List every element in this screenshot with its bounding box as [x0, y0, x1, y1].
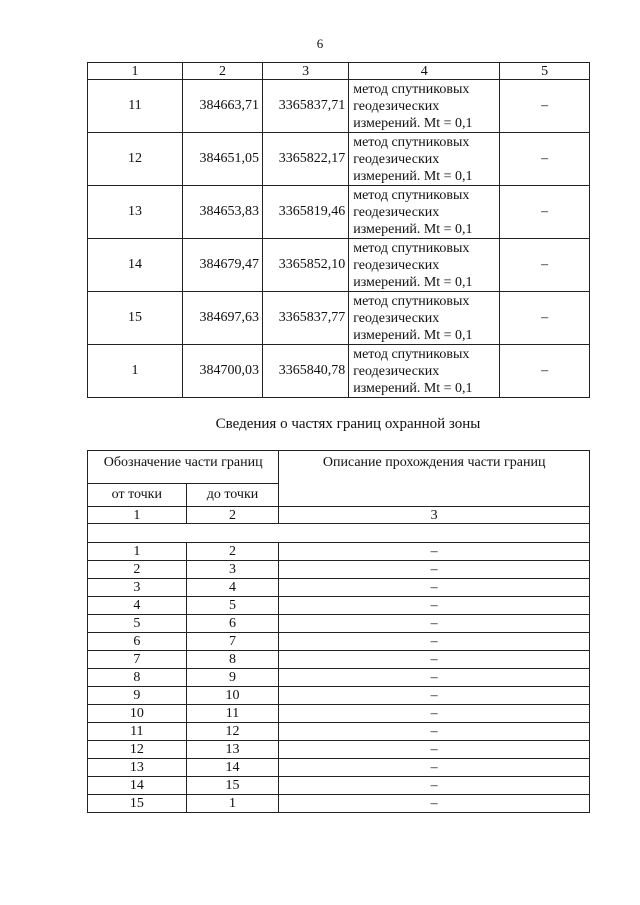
method-line: метод спутниковых — [353, 240, 470, 256]
table-header-row — [88, 63, 590, 80]
x-coordinate-cell: 384700,03 — [182, 345, 262, 398]
method-line: геодезических — [353, 363, 440, 379]
table-row — [88, 687, 590, 705]
table-row — [88, 633, 590, 651]
method-line: геодезических — [353, 151, 440, 167]
to-point-cell: 4 — [186, 579, 279, 597]
table-header-row — [88, 451, 590, 484]
method-line: измерений. Mt = 0,1 — [353, 380, 473, 396]
method-cell — [349, 80, 500, 133]
from-point-cell: 4 — [88, 597, 187, 615]
y-coordinate-cell: 3365837,77 — [263, 292, 349, 345]
to-point-cell: 2 — [186, 543, 279, 561]
table-row — [88, 292, 590, 345]
table-row — [88, 741, 590, 759]
description-cell: – — [279, 705, 590, 723]
from-point-cell: 3 — [88, 579, 187, 597]
table-row — [88, 615, 590, 633]
method-line: измерений. Mt = 0,1 — [353, 221, 473, 237]
table-row — [88, 777, 590, 795]
to-point-cell: 15 — [186, 777, 279, 795]
point-number-cell: 14 — [88, 239, 183, 292]
table-row — [88, 795, 590, 813]
point-number-cell: 15 — [88, 292, 183, 345]
note-cell: – — [500, 239, 590, 292]
description-cell: – — [279, 687, 590, 705]
method-line: измерений. Mt = 0,1 — [353, 327, 473, 343]
from-point-cell: 8 — [88, 669, 187, 687]
method-line: метод спутниковых — [353, 293, 470, 309]
x-coordinate-cell: 384679,47 — [182, 239, 262, 292]
description-cell: – — [279, 633, 590, 651]
method-line: метод спутниковых — [353, 346, 470, 362]
from-point-cell: 6 — [88, 633, 187, 651]
column-header: 2 — [182, 63, 262, 80]
x-coordinate-cell: 384651,05 — [182, 133, 262, 186]
description-cell: – — [279, 759, 590, 777]
x-coordinate-cell: 384663,71 — [182, 80, 262, 133]
method-line: метод спутниковых — [353, 134, 470, 150]
note-cell: – — [500, 80, 590, 133]
section-caption: Сведения о частях границ охранной зоны — [215, 416, 481, 432]
description-cell: – — [279, 723, 590, 741]
method-cell — [349, 186, 500, 239]
y-coordinate-cell: 3365822,17 — [263, 133, 349, 186]
to-point-cell: 5 — [186, 597, 279, 615]
to-point-cell: 11 — [186, 705, 279, 723]
point-number-cell: 11 — [88, 80, 183, 133]
x-coordinate-cell: 384697,63 — [182, 292, 262, 345]
description-cell: – — [279, 651, 590, 669]
to-point-cell: 8 — [186, 651, 279, 669]
from-point-cell: 13 — [88, 759, 187, 777]
y-coordinate-cell: 3365837,71 — [263, 80, 349, 133]
method-line: геодезических — [353, 257, 440, 273]
to-point-cell: 7 — [186, 633, 279, 651]
table-row — [88, 579, 590, 597]
from-point-cell: 14 — [88, 777, 187, 795]
description-cell: – — [279, 597, 590, 615]
description-cell: – — [279, 615, 590, 633]
table-row — [88, 669, 590, 687]
table-row — [88, 759, 590, 777]
table-row — [88, 597, 590, 615]
table-row — [88, 543, 590, 561]
method-cell — [349, 292, 500, 345]
table-row — [88, 345, 590, 398]
column-header: 3 — [263, 63, 349, 80]
table-row — [88, 186, 590, 239]
note-cell: – — [500, 133, 590, 186]
method-line: метод спутниковых — [353, 187, 470, 203]
boundary-parts-table — [87, 450, 590, 813]
table-row — [88, 133, 590, 186]
method-line: измерений. Mt = 0,1 — [353, 274, 473, 290]
method-line: измерений. Mt = 0,1 — [353, 168, 473, 184]
y-coordinate-cell: 3365852,10 — [263, 239, 349, 292]
column-header: 4 — [349, 63, 500, 80]
page-number: 6 — [316, 36, 324, 51]
x-coordinate-cell: 384653,83 — [182, 186, 262, 239]
description-cell: – — [279, 561, 590, 579]
method-cell — [349, 133, 500, 186]
from-point-header: от точки — [88, 484, 187, 507]
column-header: 5 — [500, 63, 590, 80]
description-cell: – — [279, 795, 590, 813]
method-line: метод спутниковых — [353, 81, 470, 97]
method-line: геодезических — [353, 98, 440, 114]
from-point-cell: 12 — [88, 741, 187, 759]
to-point-cell: 1 — [186, 795, 279, 813]
from-point-cell: 11 — [88, 723, 187, 741]
description-cell: – — [279, 741, 590, 759]
from-point-cell: 1 — [88, 543, 187, 561]
description-cell: – — [279, 543, 590, 561]
point-number-cell: 12 — [88, 133, 183, 186]
table-row — [88, 705, 590, 723]
point-number-cell: 1 — [88, 345, 183, 398]
method-line: геодезических — [353, 204, 440, 220]
to-point-cell: 10 — [186, 687, 279, 705]
method-cell — [349, 239, 500, 292]
note-cell: – — [500, 292, 590, 345]
from-point-cell: 10 — [88, 705, 187, 723]
to-point-cell: 13 — [186, 741, 279, 759]
column-number-row — [88, 507, 590, 524]
point-number-cell: 13 — [88, 186, 183, 239]
column-header: 1 — [88, 63, 183, 80]
to-point-header: до точки — [186, 484, 279, 507]
description-cell: – — [279, 669, 590, 687]
from-point-cell: 2 — [88, 561, 187, 579]
y-coordinate-cell: 3365819,46 — [263, 186, 349, 239]
method-cell — [349, 345, 500, 398]
to-point-cell: 9 — [186, 669, 279, 687]
description-cell: – — [279, 579, 590, 597]
method-line: измерений. Mt = 0,1 — [353, 115, 473, 131]
method-line: геодезических — [353, 310, 440, 326]
to-point-cell: 12 — [186, 723, 279, 741]
empty-row — [88, 524, 590, 543]
empty-cell — [88, 524, 590, 543]
note-cell: – — [500, 345, 590, 398]
table-row — [88, 239, 590, 292]
to-point-cell: 3 — [186, 561, 279, 579]
from-point-cell: 9 — [88, 687, 187, 705]
note-cell: – — [500, 186, 590, 239]
y-coordinate-cell: 3365840,78 — [263, 345, 349, 398]
description-cell: – — [279, 777, 590, 795]
from-point-cell: 7 — [88, 651, 187, 669]
from-point-cell: 5 — [88, 615, 187, 633]
column-number: 3 — [279, 507, 590, 524]
table-row — [88, 723, 590, 741]
to-point-cell: 6 — [186, 615, 279, 633]
description-header: Описание прохождения части границ — [279, 451, 590, 507]
coordinates-table — [87, 62, 590, 398]
from-point-cell: 15 — [88, 795, 187, 813]
column-number: 1 — [88, 507, 187, 524]
table-row — [88, 651, 590, 669]
column-number: 2 — [186, 507, 279, 524]
table-row — [88, 80, 590, 133]
to-point-cell: 14 — [186, 759, 279, 777]
designation-header: Обозначение части границ — [88, 451, 279, 484]
table-row — [88, 561, 590, 579]
